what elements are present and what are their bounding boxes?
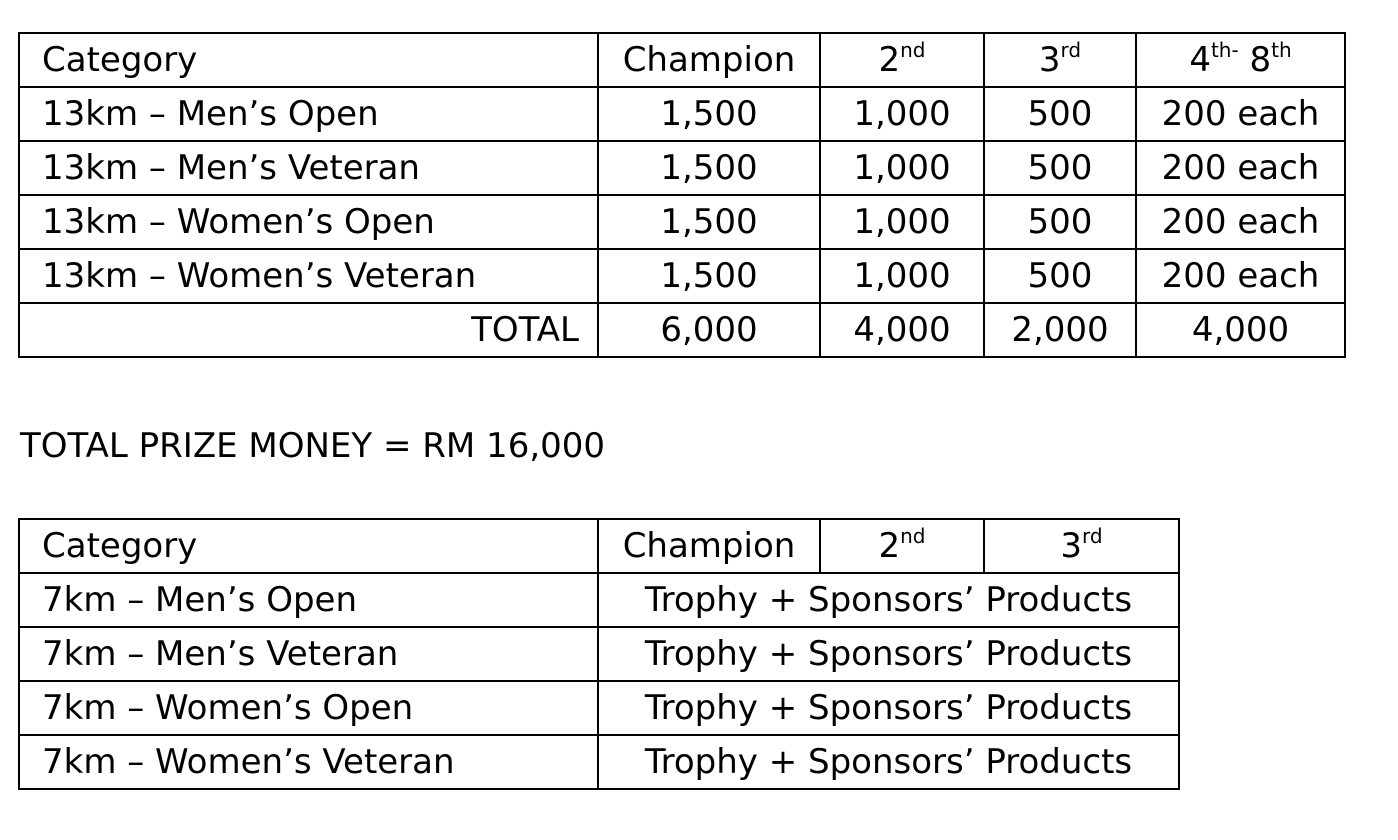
- header-fourth-to-eighth: $4^{th-}$ 8th: [1136, 33, 1345, 87]
- table-row: [19, 573, 1179, 627]
- champion-cell: 1,500: [598, 249, 820, 303]
- table-row: [19, 681, 1179, 735]
- category-cell: 7km – Men’s Veteran: [19, 627, 598, 681]
- header-second: 2nd: [820, 519, 984, 573]
- category-cell: 13km – Men’s Veteran: [19, 141, 598, 195]
- category-cell: 7km – Men’s Open: [19, 573, 598, 627]
- total-prize-money: TOTAL PRIZE MONEY = RM 16,000: [20, 426, 606, 466]
- header-category: Category: [19, 33, 598, 87]
- table-header-row: [19, 33, 1345, 87]
- category-cell: 13km – Women’s Veteran: [19, 249, 598, 303]
- prize-cell: Trophy + Sponsors’ Products: [598, 627, 1179, 681]
- trophy-table: [18, 518, 1180, 790]
- header-category: Category: [19, 519, 598, 573]
- total-row: [19, 303, 1345, 357]
- header-champion: Champion: [598, 33, 820, 87]
- rest-cell: 200 each: [1136, 141, 1345, 195]
- total-label: TOTAL: [19, 303, 598, 357]
- rest-cell: 200 each: [1136, 195, 1345, 249]
- table-row: [19, 627, 1179, 681]
- header-champion: Champion: [598, 519, 820, 573]
- second-cell: 1,000: [820, 87, 984, 141]
- rest-cell: 200 each: [1136, 87, 1345, 141]
- second-cell: 1,000: [820, 141, 984, 195]
- second-cell: 1,000: [820, 249, 984, 303]
- prize-money-table: [18, 32, 1346, 358]
- third-cell: 500: [984, 141, 1136, 195]
- table-header-row: [19, 519, 1179, 573]
- prize-cell: Trophy + Sponsors’ Products: [598, 681, 1179, 735]
- total-rest: 4,000: [1136, 303, 1345, 357]
- total-champion: 6,000: [598, 303, 820, 357]
- total-third: 2,000: [984, 303, 1136, 357]
- third-cell: 500: [984, 87, 1136, 141]
- header-second: 2nd: [820, 33, 984, 87]
- third-cell: 500: [984, 249, 1136, 303]
- third-cell: 500: [984, 195, 1136, 249]
- table-row: [19, 735, 1179, 789]
- champion-cell: 1,500: [598, 195, 820, 249]
- total-second: 4,000: [820, 303, 984, 357]
- category-cell: 7km – Women’s Open: [19, 681, 598, 735]
- table-row: [19, 141, 1345, 195]
- category-cell: 13km – Men’s Open: [19, 87, 598, 141]
- prize-cell: Trophy + Sponsors’ Products: [598, 735, 1179, 789]
- champion-cell: 1,500: [598, 87, 820, 141]
- table-row: [19, 249, 1345, 303]
- category-cell: 13km – Women’s Open: [19, 195, 598, 249]
- header-third: 3rd: [984, 519, 1179, 573]
- category-cell: 7km – Women’s Veteran: [19, 735, 598, 789]
- prize-cell: Trophy + Sponsors’ Products: [598, 573, 1179, 627]
- header-third: 3rd: [984, 33, 1136, 87]
- table-row: [19, 195, 1345, 249]
- champion-cell: 1,500: [598, 141, 820, 195]
- second-cell: 1,000: [820, 195, 984, 249]
- table-row: [19, 87, 1345, 141]
- rest-cell: 200 each: [1136, 249, 1345, 303]
